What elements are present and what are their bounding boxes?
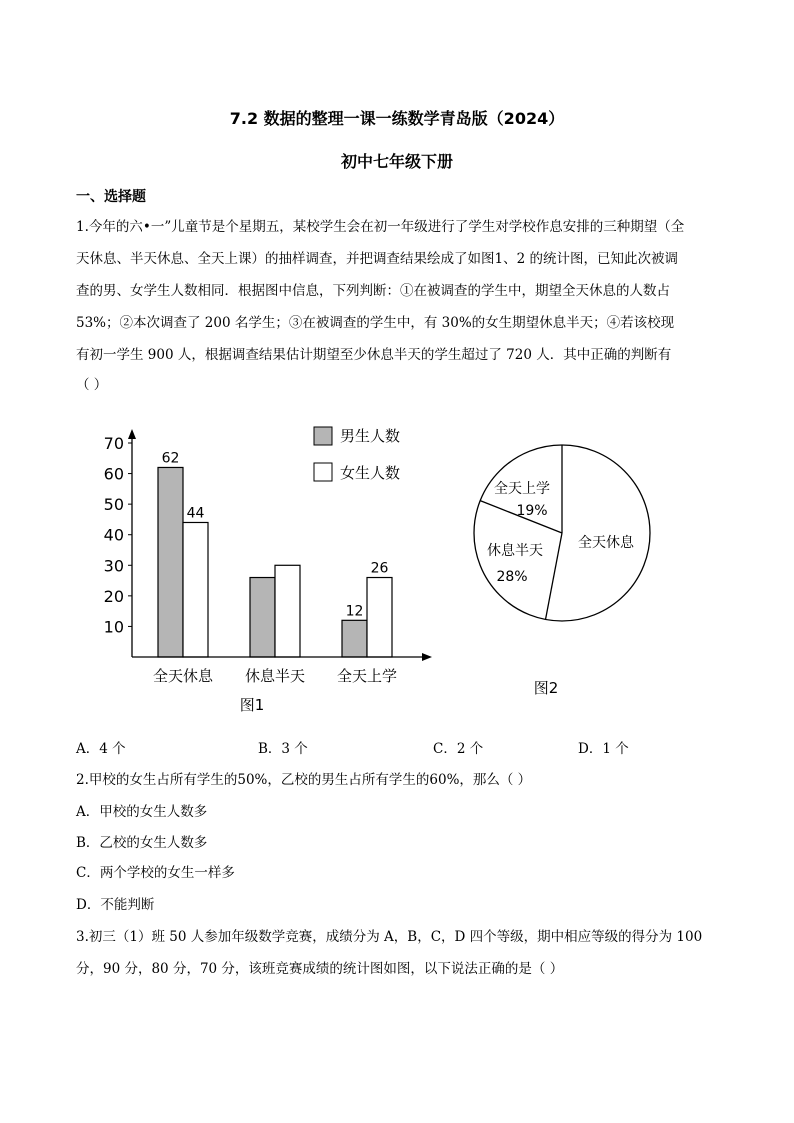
x-category-label: 全天上学 xyxy=(336,667,398,685)
question-3-line: 3.初三（1）班 50 人参加年级数学竞赛，成绩分为 A，B，C，D 四个等级，期中相应等级的得分为 100 xyxy=(76,929,703,945)
question-2-option-d[interactable]: D．不能判断 xyxy=(76,897,155,913)
bar-data-label: 62 xyxy=(161,450,180,467)
question-1-option-d[interactable]: D．1 个 xyxy=(578,741,629,757)
legend-swatch-female xyxy=(314,463,332,481)
x-category-label: 全天休息 xyxy=(152,667,214,685)
y-tick-label: 30 xyxy=(103,556,124,576)
bar-data-label: 12 xyxy=(345,603,364,620)
question-1-line: 有初一学生 900 人，根据调查结果估计期望至少休息半天的学生超过了 720 人．其中正确的判断有 xyxy=(76,347,672,363)
legend-swatch-male xyxy=(314,427,332,445)
pie-label-full-school: 全天上学 xyxy=(494,481,550,497)
figure-2-caption: 图2 xyxy=(533,679,559,697)
pie-pct-half-rest: 28% xyxy=(496,569,528,585)
figure-1-caption: 图1 xyxy=(239,696,265,714)
question-2-option-a[interactable]: A．甲校的女生人数多 xyxy=(76,804,208,820)
y-tick-label: 50 xyxy=(103,495,124,515)
x-category-label: 休息半天 xyxy=(244,667,306,685)
bar-male-1 xyxy=(250,578,275,657)
figure-2-pie-chart xyxy=(460,435,670,705)
question-2-stem: 2.甲校的女生占所有学生的50%，乙校的男生占所有学生的60%，那么（ ） xyxy=(76,772,532,788)
legend-label-female: 女生人数 xyxy=(340,464,401,482)
y-tick-label: 60 xyxy=(103,464,124,484)
y-tick-label: 20 xyxy=(103,586,124,606)
bar-data-label: 44 xyxy=(186,505,205,522)
legend-label-male: 男生人数 xyxy=(340,427,401,445)
question-1-line: 53%；②本次调查了 200 名学生；③在被调查的学生中，有 30%的女生期望休息半天；④若该校现 xyxy=(76,315,675,331)
bar-female-2 xyxy=(367,578,392,657)
question-1-line: 天休息、半天休息、全天上课）的抽样调查，并把调查结果绘成了如图1、2 的统计图，已知此次被调 xyxy=(76,251,678,267)
y-tick-label: 10 xyxy=(103,617,124,637)
page-title: 7.2 数据的整理一课一练数学青岛版（2024） xyxy=(229,109,565,128)
question-1-line: 1.今年的六•一”儿童节是个星期五，某校学生会在初一年级进行了学生对学校作息安排的三种期望（全 xyxy=(76,219,685,235)
x-axis-arrow xyxy=(422,653,432,661)
section-title: 一、选择题 xyxy=(76,189,146,205)
bar-data-label: 26 xyxy=(370,560,389,577)
pie-label-half-rest: 休息半天 xyxy=(487,543,543,559)
bar-male-2 xyxy=(342,620,367,657)
bar-female-1 xyxy=(275,565,300,657)
figure-1-bar-chart xyxy=(90,415,440,715)
question-1-option-c[interactable]: C．2 个 xyxy=(433,741,484,757)
question-3-line: 分，90 分，80 分，70 分，该班竞赛成绩的统计图如图，以下说法正确的是（ ） xyxy=(76,961,564,977)
question-1-line: （ ） xyxy=(76,377,108,393)
bar-male-0 xyxy=(158,467,183,657)
pie-pct-full-school: 19% xyxy=(516,503,548,519)
y-tick-label: 70 xyxy=(103,434,124,453)
page-subtitle: 初中七年级下册 xyxy=(340,152,453,171)
question-2-option-b[interactable]: B．乙校的女生人数多 xyxy=(76,835,208,851)
question-1-option-b[interactable]: B．3 个 xyxy=(258,741,308,757)
y-tick-label: 40 xyxy=(103,525,124,545)
question-2-option-c[interactable]: C．两个学校的女生一样多 xyxy=(76,865,235,881)
y-axis-arrow xyxy=(128,429,136,439)
bar-female-0 xyxy=(183,522,208,657)
pie-label-full-rest: 全天休息 xyxy=(578,535,634,551)
question-1-option-a[interactable]: A．4 个 xyxy=(76,741,126,757)
question-1-line: 查的男、女学生人数相同．根据图中信息，下列判断：①在被调查的学生中，期望全天休息的人数占 xyxy=(76,283,670,299)
